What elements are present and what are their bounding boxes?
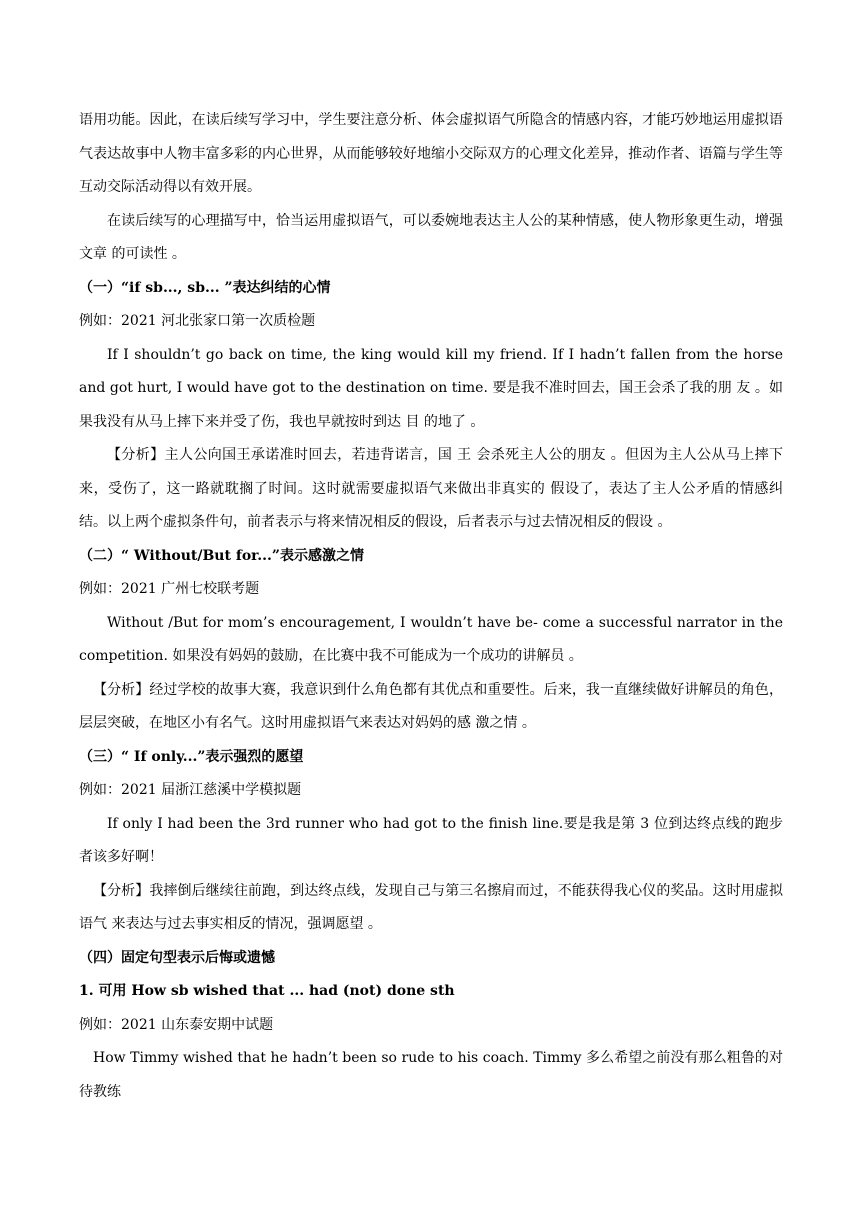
section-heading-4: （四）固定句型表示后悔或遗憾 [79,949,275,966]
example-text-4: How Timmy wished that he hadn’t been so rude to his coach. Timmy 多么希望之前没有那么粗鲁的对待教练 [79,1050,783,1100]
section-heading-2: （二）“ Without/But for...”表示感激之情 [79,547,364,564]
example-source-4: 例如：2021 山东泰安期中试题 [79,1016,274,1033]
section-heading-1: （一）“if sb..., sb... ”表达纠结的心情 [79,279,331,296]
analysis-1: 【分析】主人公向国王承诺准时回去，若违背诺言，国 王 会杀死主人公的朋友 。但因为主人公从马上摔下来，受伤了，这一路就耽搁了时间。这时就需要虚拟语气来做出非真实的 假设了，表达了主人公矛盾的情感纠结。以上两个虚拟条件句，前者表示与将来情况相反的假设，后者表示与过去情况相反的假设 。 [79,447,783,530]
example-source-3: 例如：2021 届浙江慈溪中学模拟题 [79,782,302,798]
paragraph-intro-continued: 语用功能。因此，在读后续写学习中，学生要注意分析、体会虚拟语气所隐含的情感内容，才能巧妙地运用虚拟语气表达故事中人物丰富多彩的内心世界，从而能够较好地缩小交际双方的心理文化差异，推动作者、语篇与学生等互动交际活动得以有效开展。 [79,112,783,195]
subsection-heading-4-1: 1. 可用 How sb wished that ... had (not) done sth [79,983,455,999]
paragraph-psychology: 在读后续写的心理描写中，恰当运用虚拟语气，可以委婉地表达主人公的某种情感，使人物形象更生动，增强文章 的可读性 。 [79,212,783,262]
example-source-1: 例如：2021 河北张家口第一次质检题 [79,313,316,329]
analysis-3: 【分析】我摔倒后继续往前跑，到达终点线，发现自己与第三名擦肩而过，不能获得我心仪的奖品。这时用虚拟语气 来表达与过去事实相反的情况，强调愿望 。 [79,882,783,932]
section-heading-3: （三）“ If only...”表示强烈的愿望 [79,748,304,765]
document-body [79,104,783,1109]
analysis-2: 【分析】经过学校的故事大赛，我意识到什么角色都有其优点和重要性。后来，我一直继续做好讲解员的角色，层层突破，在地区小有名气。这时用虚拟语气来表达对妈妈的感 激之情 。 [79,681,783,731]
example-text-2: Without /But for mom’s encouragement, I wouldn’t have be- come a successful narrator in the competition. 如果没有妈妈的鼓励，在比赛中我不可能成为一个成功的讲解员 。 [79,614,783,664]
example-source-2: 例如：2021 广州七校联考题 [79,581,260,597]
example-text-1: If I shouldn’t go back on time, the king would kill my friend. If I hadn’t fallen from the horse and got hurt, I would have got to the destination on time. 要是我不准时回去，国王会杀了我的朋 友 。如果我没有从马上摔下来并受了伤，我也早就按时到达 目 的地了 。 [79,346,783,430]
example-text-3: If only I had been the 3rd runner who had got to the finish line.要是我是第 3 位到达终点线的跑步者该多好啊！ [79,815,783,865]
